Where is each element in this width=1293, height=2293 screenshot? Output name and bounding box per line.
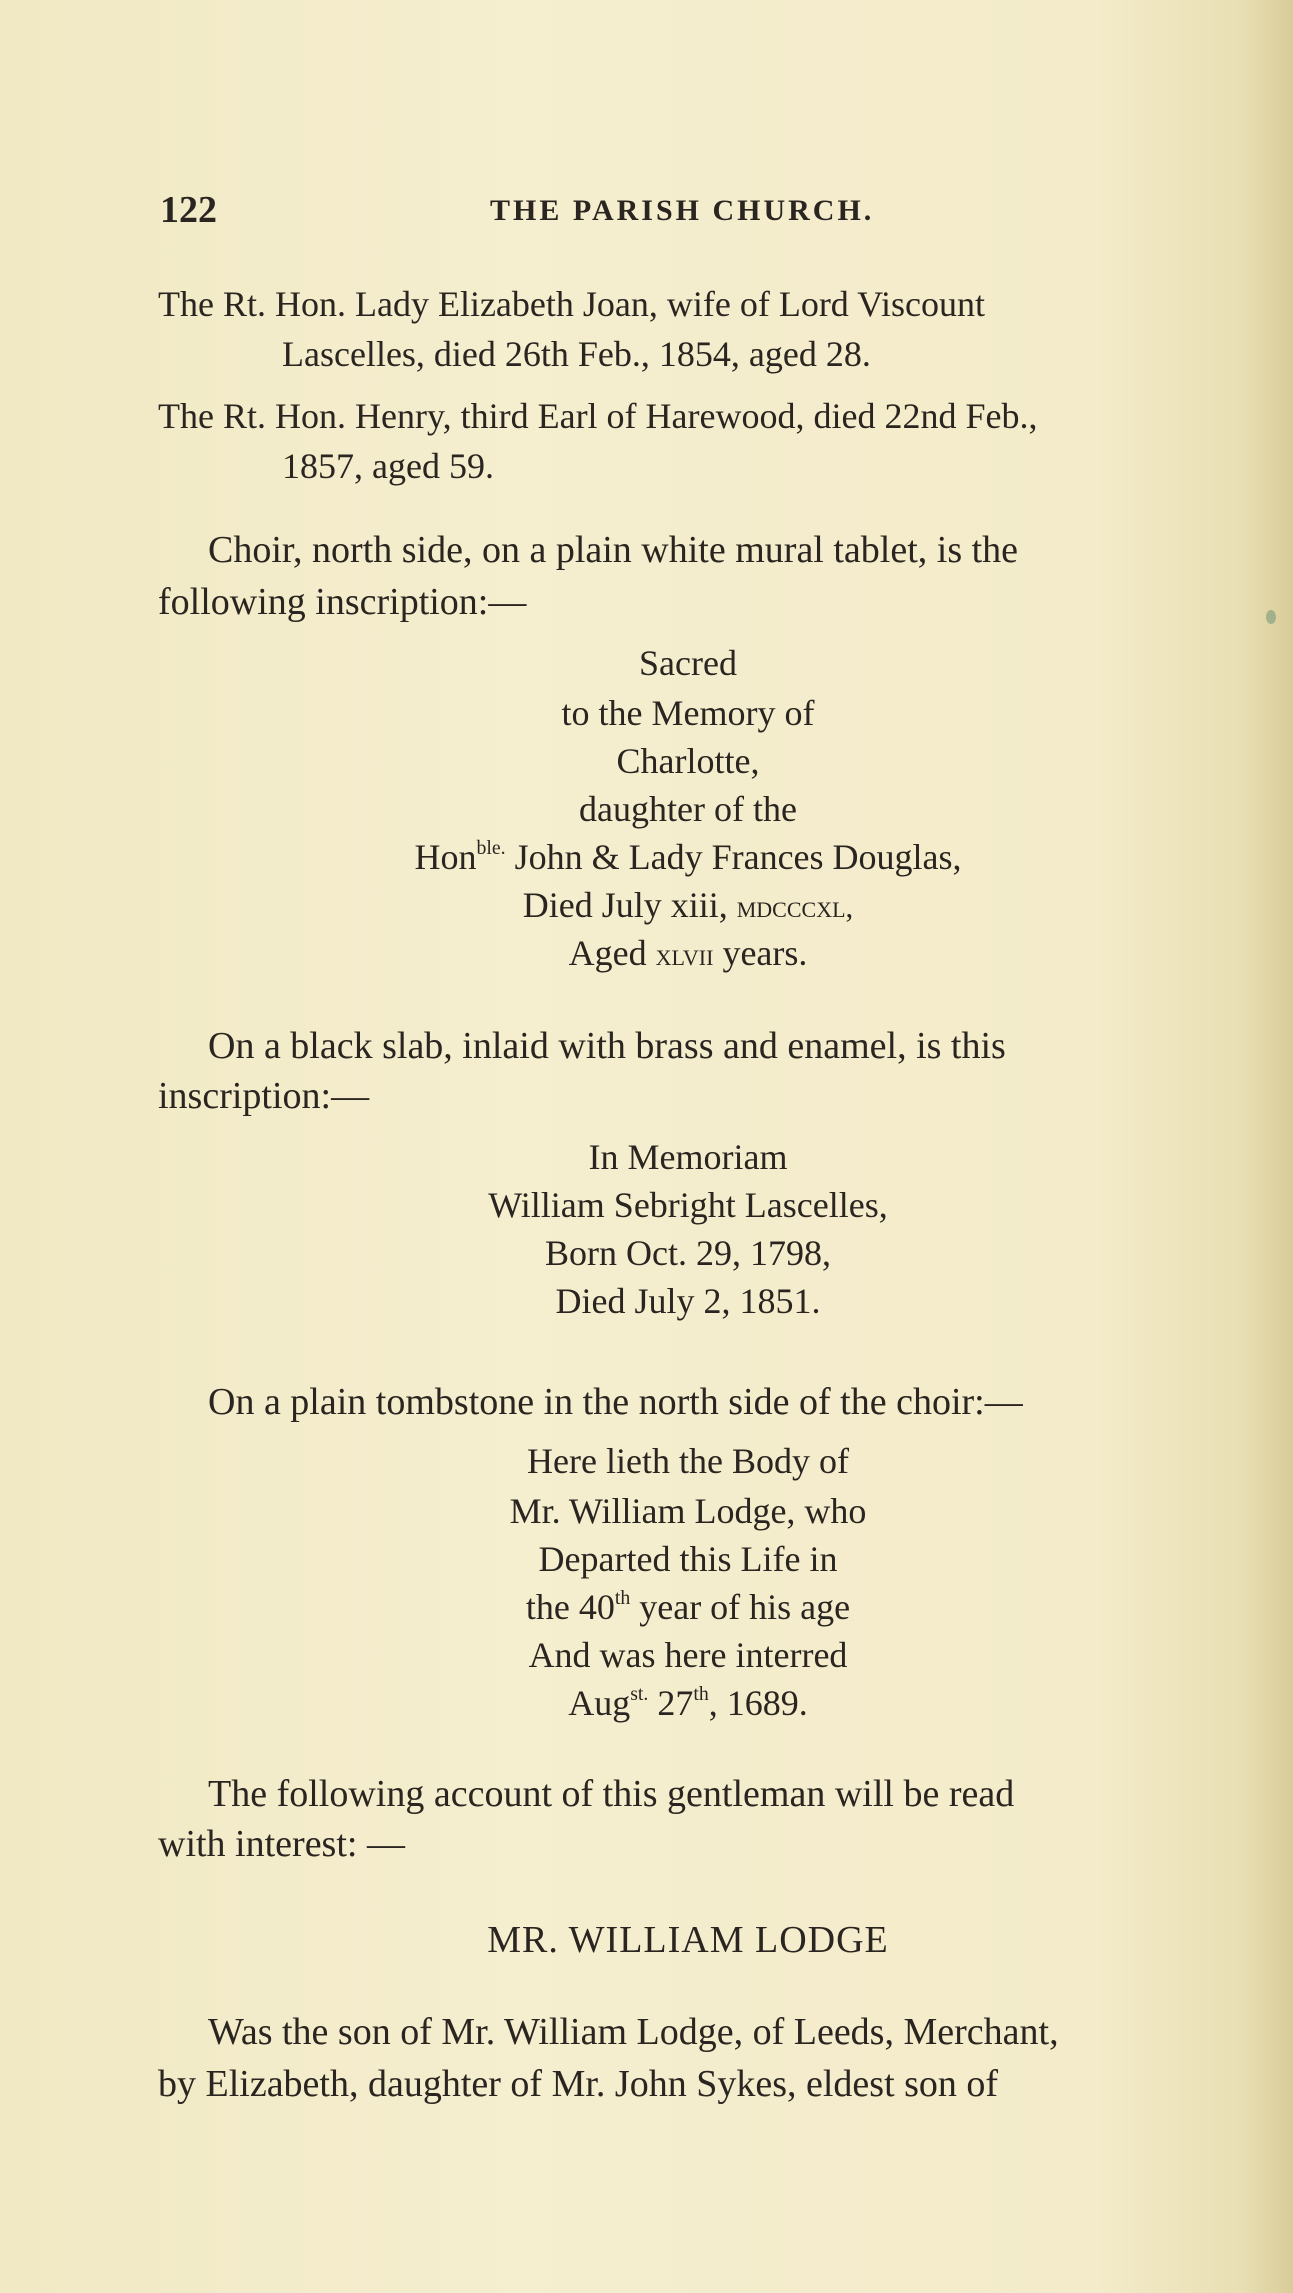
inscription-1-line-6 <box>158 884 1218 926</box>
slab-paragraph-line-1: On a black slab, inlaid with brass and enamel, is this <box>208 1025 1006 1067</box>
inscription-3-line-5: And was here interred <box>528 1635 848 1675</box>
entry-2-line-1: The Rt. Hon. Henry, third Earl of Harewood, died 22nd Feb., <box>158 396 1038 436</box>
inscription-1-line-6-a: Died July xiii, <box>522 885 737 925</box>
inscription-1-line-5 <box>158 836 1218 878</box>
choir-paragraph-line-1: Choir, north side, on a plain white mural tablet, is the <box>208 529 1019 571</box>
inscription-3-line-6-sup-1: st. <box>630 1683 649 1706</box>
account-paragraph-line-2: with interest: — <box>158 1823 405 1865</box>
inscription-3-line-3: Departed this Life in <box>538 1539 838 1579</box>
entry-1-line-2: Lascelles, died 26th Feb., 1854, aged 28. <box>282 334 871 374</box>
inscription-1-line-5-a: Hon <box>414 837 477 877</box>
inscription-3-line-4-a: the 40 <box>525 1587 615 1627</box>
inscription-3-line-2: Mr. William Lodge, who <box>509 1491 867 1531</box>
inscription-1-line-7-a: Aged <box>568 933 656 973</box>
inscription-1-line-6-numeral: mdcccxl, <box>736 889 854 924</box>
inscription-3-line-6-sup-2: th <box>693 1683 709 1706</box>
account-paragraph-line-1: The following account of this gentleman will be read <box>208 1773 1015 1815</box>
inscription-2-line-3: Born Oct. 29, 1798, <box>545 1233 831 1273</box>
inscription-3-line-6-c: , 1689. <box>708 1683 808 1723</box>
inscription-1-line-5-sup: ble. <box>476 837 506 860</box>
inscription-2-line-1: In Memoriam <box>588 1137 788 1177</box>
inscription-3-line-4 <box>158 1586 1218 1628</box>
inscription-1-line-7-b: years. <box>713 933 808 973</box>
inscription-1-line-7 <box>158 932 1218 974</box>
inscription-3-line-6-a: Aug <box>568 1683 631 1723</box>
entry-1-line-1: The Rt. Hon. Lady Elizabeth Joan, wife of Lord Viscount <box>158 284 985 324</box>
paper-stain <box>1266 610 1276 624</box>
inscription-3-line-6 <box>158 1682 1218 1724</box>
inscription-3-line-1: Here lieth the Body of <box>527 1441 849 1481</box>
inscription-1-line-2: to the Memory of <box>561 693 815 733</box>
choir-paragraph-line-2: following inscription:— <box>158 581 527 623</box>
running-head: THE PARISH CHURCH. <box>490 194 875 227</box>
slab-paragraph-line-2: inscription:— <box>158 1075 370 1117</box>
final-paragraph-line-2: by Elizabeth, daughter of Mr. John Sykes, eldest son of <box>158 2063 999 2105</box>
inscription-1-line-4: daughter of the <box>579 789 797 829</box>
entry-2-line-2: 1857, aged 59. <box>282 446 494 486</box>
inscription-1-line-7-numeral: xlvii <box>655 937 714 972</box>
inscription-3-line-4-sup: th <box>614 1587 631 1610</box>
page-number: 122 <box>160 189 217 231</box>
inscription-1-line-1: Sacred <box>639 643 737 683</box>
inscription-1-line-3: Charlotte, <box>616 741 760 781</box>
tombstone-paragraph: On a plain tombstone in the north side of the choir:— <box>208 1381 1023 1423</box>
inscription-3-line-4-b: year of his age <box>630 1587 851 1627</box>
inscription-2-line-2: William Sebright Lascelles, <box>488 1185 888 1225</box>
inscription-3-line-6-b: 27 <box>648 1683 694 1723</box>
page-header <box>160 188 1220 238</box>
inscription-2-line-4: Died July 2, 1851. <box>555 1281 821 1321</box>
section-heading: MR. WILLIAM LODGE <box>487 1919 889 1961</box>
inscription-1-line-5-b: John & Lady Frances Douglas, <box>505 837 962 877</box>
final-paragraph-line-1: Was the son of Mr. William Lodge, of Leeds, Merchant, <box>208 2011 1059 2053</box>
